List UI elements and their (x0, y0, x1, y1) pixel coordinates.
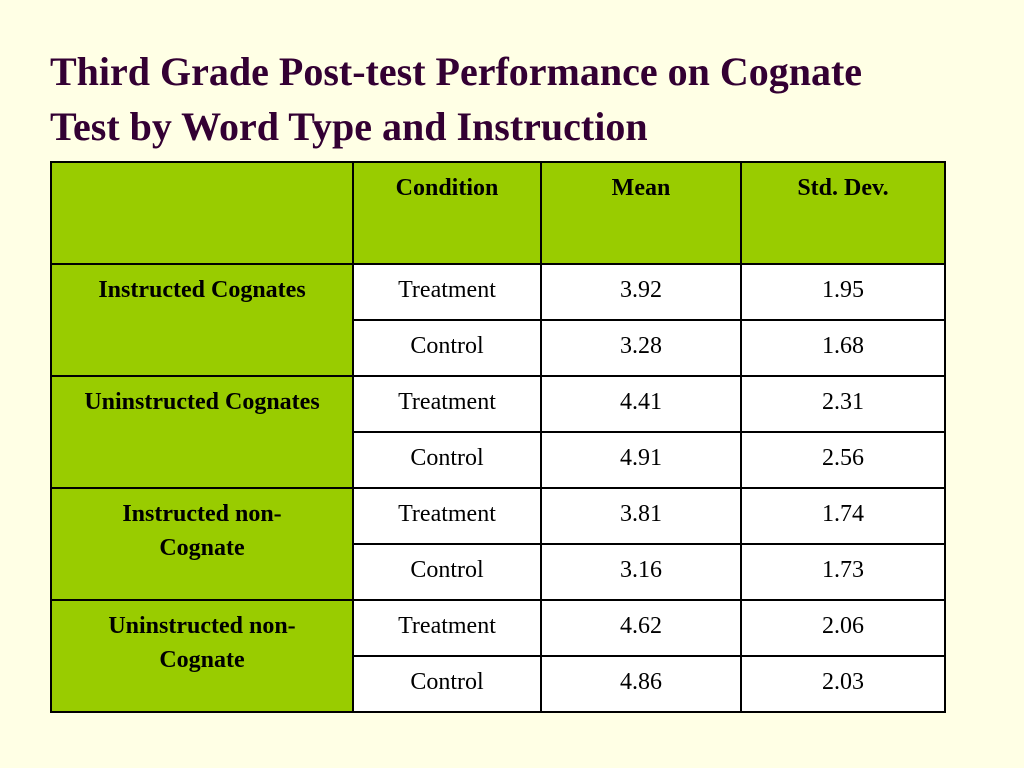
condition-cell: Control (353, 544, 541, 600)
group-label-line-1: Uninstructed non- (108, 613, 296, 639)
slide-title-line-2: Test by Word Type and Instruction (50, 104, 648, 149)
results-table (50, 161, 946, 713)
group-label-line-1: Uninstructed Cognates (84, 389, 320, 415)
mean-cell: 3.28 (541, 320, 741, 376)
mean-cell: 4.91 (541, 432, 741, 488)
mean-cell: 3.16 (541, 544, 741, 600)
mean-cell: 4.86 (541, 656, 741, 712)
group-label-line-2: Cognate (159, 535, 245, 561)
sd-cell: 2.03 (741, 656, 945, 712)
table-row (51, 264, 945, 320)
condition-cell: Treatment (353, 264, 541, 320)
mean-cell: 3.81 (541, 488, 741, 544)
sd-cell: 1.95 (741, 264, 945, 320)
header-condition: Condition (353, 162, 541, 264)
table-row (51, 376, 945, 432)
group-label-line-1: Instructed non- (122, 501, 282, 527)
header-std-dev: Std. Dev. (741, 162, 945, 264)
table-row (51, 600, 945, 656)
condition-cell: Control (353, 320, 541, 376)
table-row (51, 488, 945, 544)
group-label-line-1: Instructed Cognates (98, 277, 306, 303)
header-mean: Mean (541, 162, 741, 264)
condition-cell: Treatment (353, 376, 541, 432)
header-word-type (51, 162, 353, 264)
sd-cell: 1.68 (741, 320, 945, 376)
group-label-line-2: Cognate (159, 647, 245, 673)
sd-cell: 2.31 (741, 376, 945, 432)
sd-cell: 1.73 (741, 544, 945, 600)
slide-title-line-1: Third Grade Post-test Performance on Cognate (50, 49, 863, 94)
group-label-instructed-non-cognate (51, 488, 353, 600)
condition-cell: Treatment (353, 488, 541, 544)
condition-cell: Treatment (353, 600, 541, 656)
sd-cell: 2.06 (741, 600, 945, 656)
sd-cell: 2.56 (741, 432, 945, 488)
group-label-uninstructed-cognates (51, 376, 353, 488)
condition-cell: Control (353, 432, 541, 488)
sd-cell: 1.74 (741, 488, 945, 544)
mean-cell: 3.92 (541, 264, 741, 320)
mean-cell: 4.62 (541, 600, 741, 656)
condition-cell: Control (353, 656, 541, 712)
group-label-uninstructed-non-cognate (51, 600, 353, 712)
table-header-row (51, 162, 945, 264)
slide-title (50, 44, 990, 154)
mean-cell: 4.41 (541, 376, 741, 432)
group-label-instructed-cognates (51, 264, 353, 376)
